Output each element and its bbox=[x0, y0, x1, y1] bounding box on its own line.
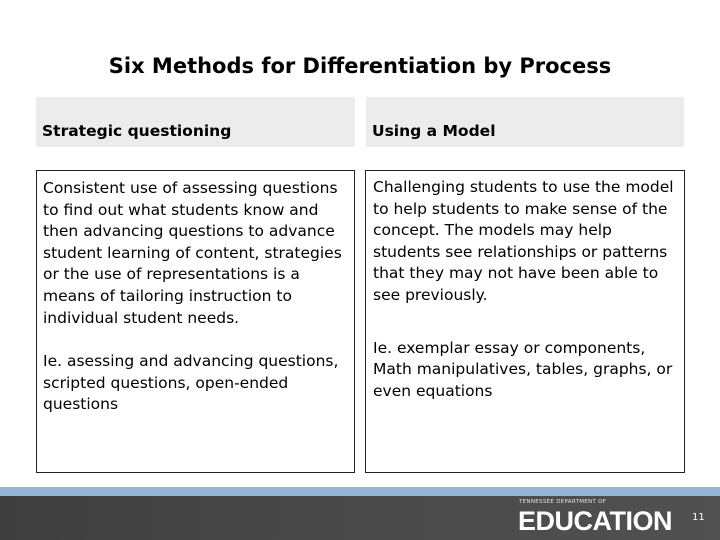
logo-subtitle: TENNESSEE DEPARTMENT OF bbox=[519, 499, 607, 505]
content-box-using-a-model bbox=[365, 170, 685, 473]
example-text: Ie. asessing and advancing questions, scripted questions, open-ended questions bbox=[43, 352, 339, 414]
content-box-strategic-questioning bbox=[36, 170, 355, 473]
description-text: Consistent use of assessing questions to find out what students know and then advancing questions to advance student learning of content, strategies or the use of representations is a means of tailoring instruction to individual student needs. bbox=[43, 179, 342, 327]
example-text: Ie. exemplar essay or components, Math manipulatives, tables, graphs, or even equations bbox=[373, 338, 673, 400]
description-text: Challenging students to use the model to help students to make sense of the concept. The models may help students see relationships or patterns that they may not have been able to see previously. bbox=[373, 178, 674, 304]
column-heading-using-a-model: Using a Model bbox=[366, 97, 684, 147]
page-number: 11 bbox=[692, 512, 705, 523]
education-logo: EDUCATION bbox=[518, 506, 672, 536]
column-heading-strategic-questioning: Strategic questioning bbox=[36, 97, 355, 147]
accent-band bbox=[0, 487, 720, 496]
slide-title: Six Methods for Differentiation by Process bbox=[108, 54, 612, 78]
